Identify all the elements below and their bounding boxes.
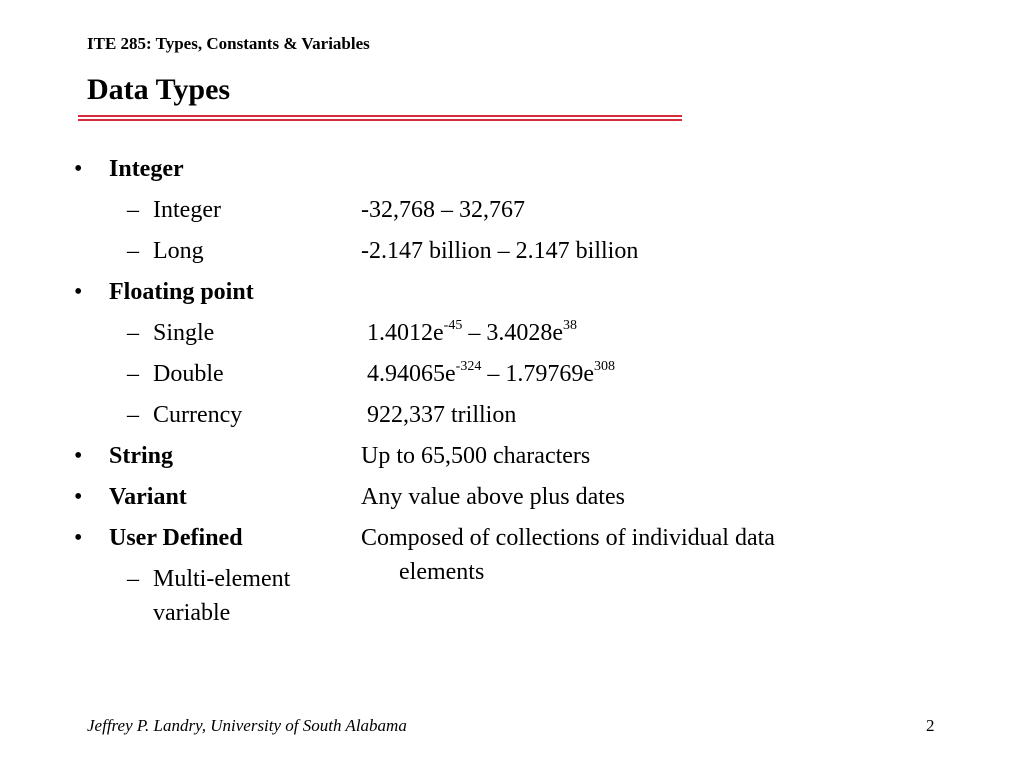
range-separator: –: [462, 320, 487, 346]
category-label: Integer: [109, 156, 184, 182]
range-max-exponent: 38: [562, 318, 577, 333]
bullet-marker: •: [74, 484, 83, 510]
footer-author: Jeffrey P. Landry, University of South Alabama: [87, 716, 407, 735]
range-max-exponent: 308: [593, 359, 615, 374]
range-min-exponent: -324: [455, 359, 482, 374]
range-separator: –: [481, 361, 506, 387]
dash-marker: –: [127, 320, 139, 346]
bullet-marker: •: [74, 525, 83, 551]
type-range: [367, 317, 577, 349]
type-name-line1: Multi-element: [153, 566, 291, 592]
type-range: [367, 358, 615, 390]
type-name: Long: [153, 238, 204, 264]
type-range-line2: elements: [399, 559, 485, 585]
dash-marker: –: [127, 197, 139, 223]
category-label: User Defined: [109, 525, 243, 551]
bullet-marker: •: [74, 156, 83, 182]
range-max-base: 3.4028e: [486, 320, 563, 346]
title-underline-bottom: [78, 119, 682, 121]
category-label: String: [109, 443, 174, 469]
bullet-marker: •: [74, 279, 83, 305]
type-name: Integer: [153, 197, 221, 223]
type-range-line1: Composed of collections of individual data: [361, 525, 775, 551]
type-range: Any value above plus dates: [361, 484, 625, 510]
type-name: Currency: [153, 402, 243, 428]
type-range: -32,768 – 32,767: [361, 197, 525, 223]
slide-title: Data Types: [87, 73, 231, 106]
page-number: 2: [926, 716, 935, 735]
range-max-base: 1.79769e: [505, 361, 594, 387]
dash-marker: –: [127, 402, 139, 428]
type-name: Single: [153, 320, 215, 346]
course-title: ITE 285: Types, Constants & Variables: [87, 34, 370, 53]
range-min-base: 1.4012e: [367, 320, 444, 346]
type-range: -2.147 billion – 2.147 billion: [361, 238, 639, 264]
type-range: Up to 65,500 characters: [361, 443, 591, 469]
range-min-exponent: -45: [443, 318, 463, 333]
bullet-marker: •: [74, 443, 83, 469]
dash-marker: –: [127, 361, 139, 387]
type-name: Double: [153, 361, 224, 387]
dash-marker: –: [127, 238, 139, 264]
type-name-line2: variable: [153, 600, 231, 626]
type-range: 922,337 trillion: [367, 402, 517, 428]
dash-marker: –: [127, 566, 139, 592]
range-min-base: 4.94065e: [367, 361, 456, 387]
category-label: Floating point: [109, 279, 254, 305]
title-underline-top: [78, 115, 682, 117]
category-label: Variant: [109, 484, 187, 510]
